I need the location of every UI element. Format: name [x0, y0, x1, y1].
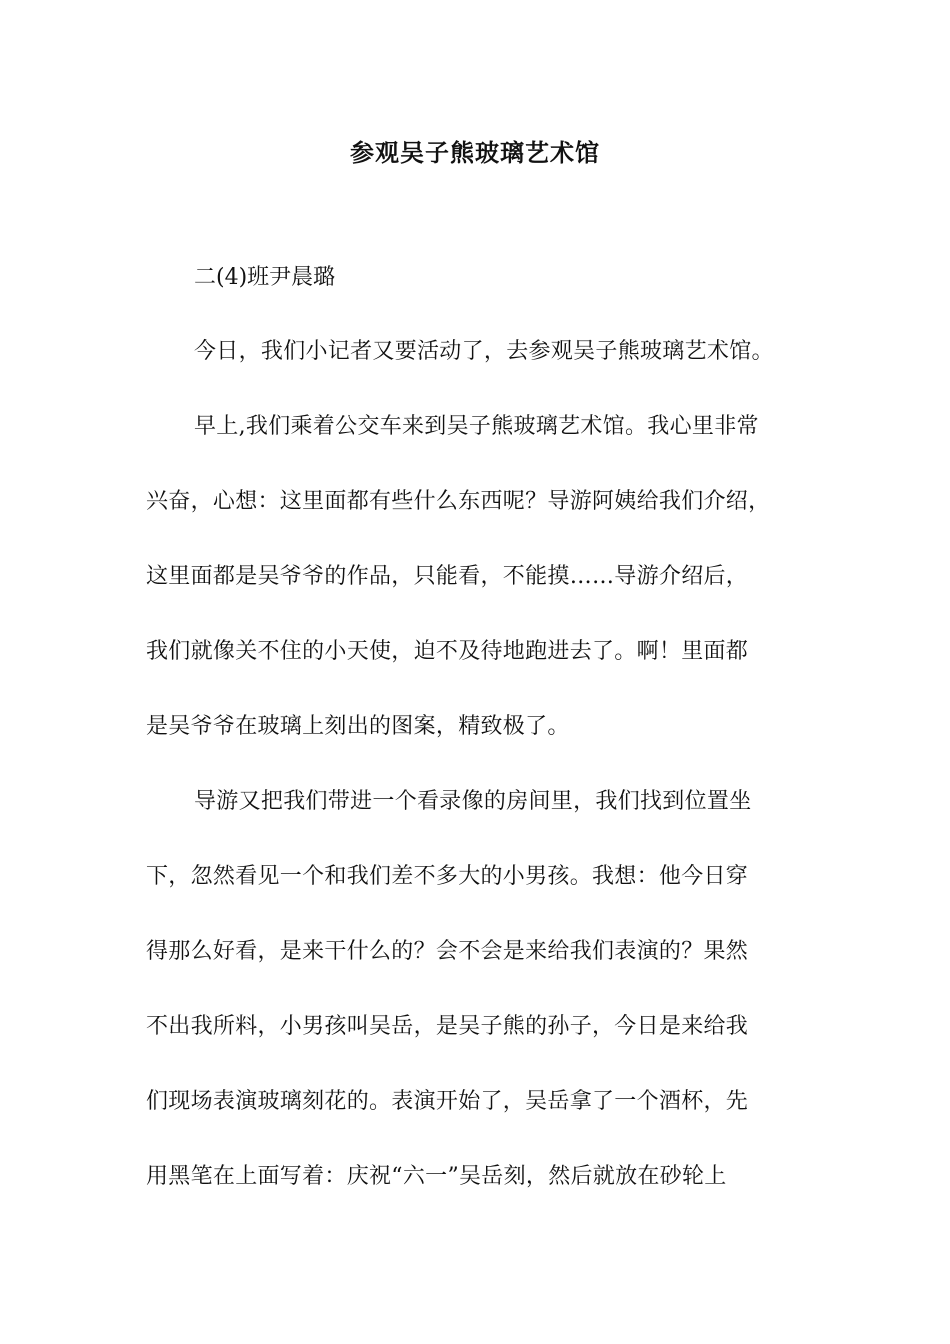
body-line: 早上,我们乘着公交车来到吴子熊玻璃艺术馆。我心里非常: [194, 414, 759, 439]
body-line: 我们就像关不住的小天使，迫不及待地跑进去了。啊！里面都: [146, 639, 749, 664]
body-line: 导游又把我们带进一个看录像的房间里，我们找到位置坐: [194, 789, 752, 814]
document-title: 参观吴子熊玻璃艺术馆: [350, 138, 600, 167]
body-line: 们现场表演玻璃刻花的。表演开始了，吴岳拿了一个酒杯，先: [146, 1089, 749, 1114]
body-line: 下，忽然看见一个和我们差不多大的小男孩。我想：他今日穿: [146, 864, 749, 889]
body-line: 用黑笔在上面写着：庆祝“六一”吴岳刻，然后就放在砂轮上: [146, 1164, 727, 1189]
author-line: 二(4)班尹晨璐: [194, 265, 336, 290]
body-line: 今日，我们小记者又要活动了，去参观吴子熊玻璃艺术馆。: [194, 339, 774, 364]
body-line: 不出我所料，小男孩叫吴岳，是吴子熊的孙子，今日是来给我: [146, 1014, 749, 1039]
document-body: [146, 332, 818, 1232]
body-line: 兴奋，心想：这里面都有些什么东西呢？导游阿姨给我们介绍，: [146, 489, 771, 514]
body-line: 得那么好看，是来干什么的？会不会是来给我们表演的？果然: [146, 939, 749, 964]
body-line: 是吴爷爷在玻璃上刻出的图案，精致极了。: [146, 714, 570, 739]
body-line: 这里面都是吴爷爷的作品，只能看，不能摸……导游介绍后，: [146, 564, 749, 589]
